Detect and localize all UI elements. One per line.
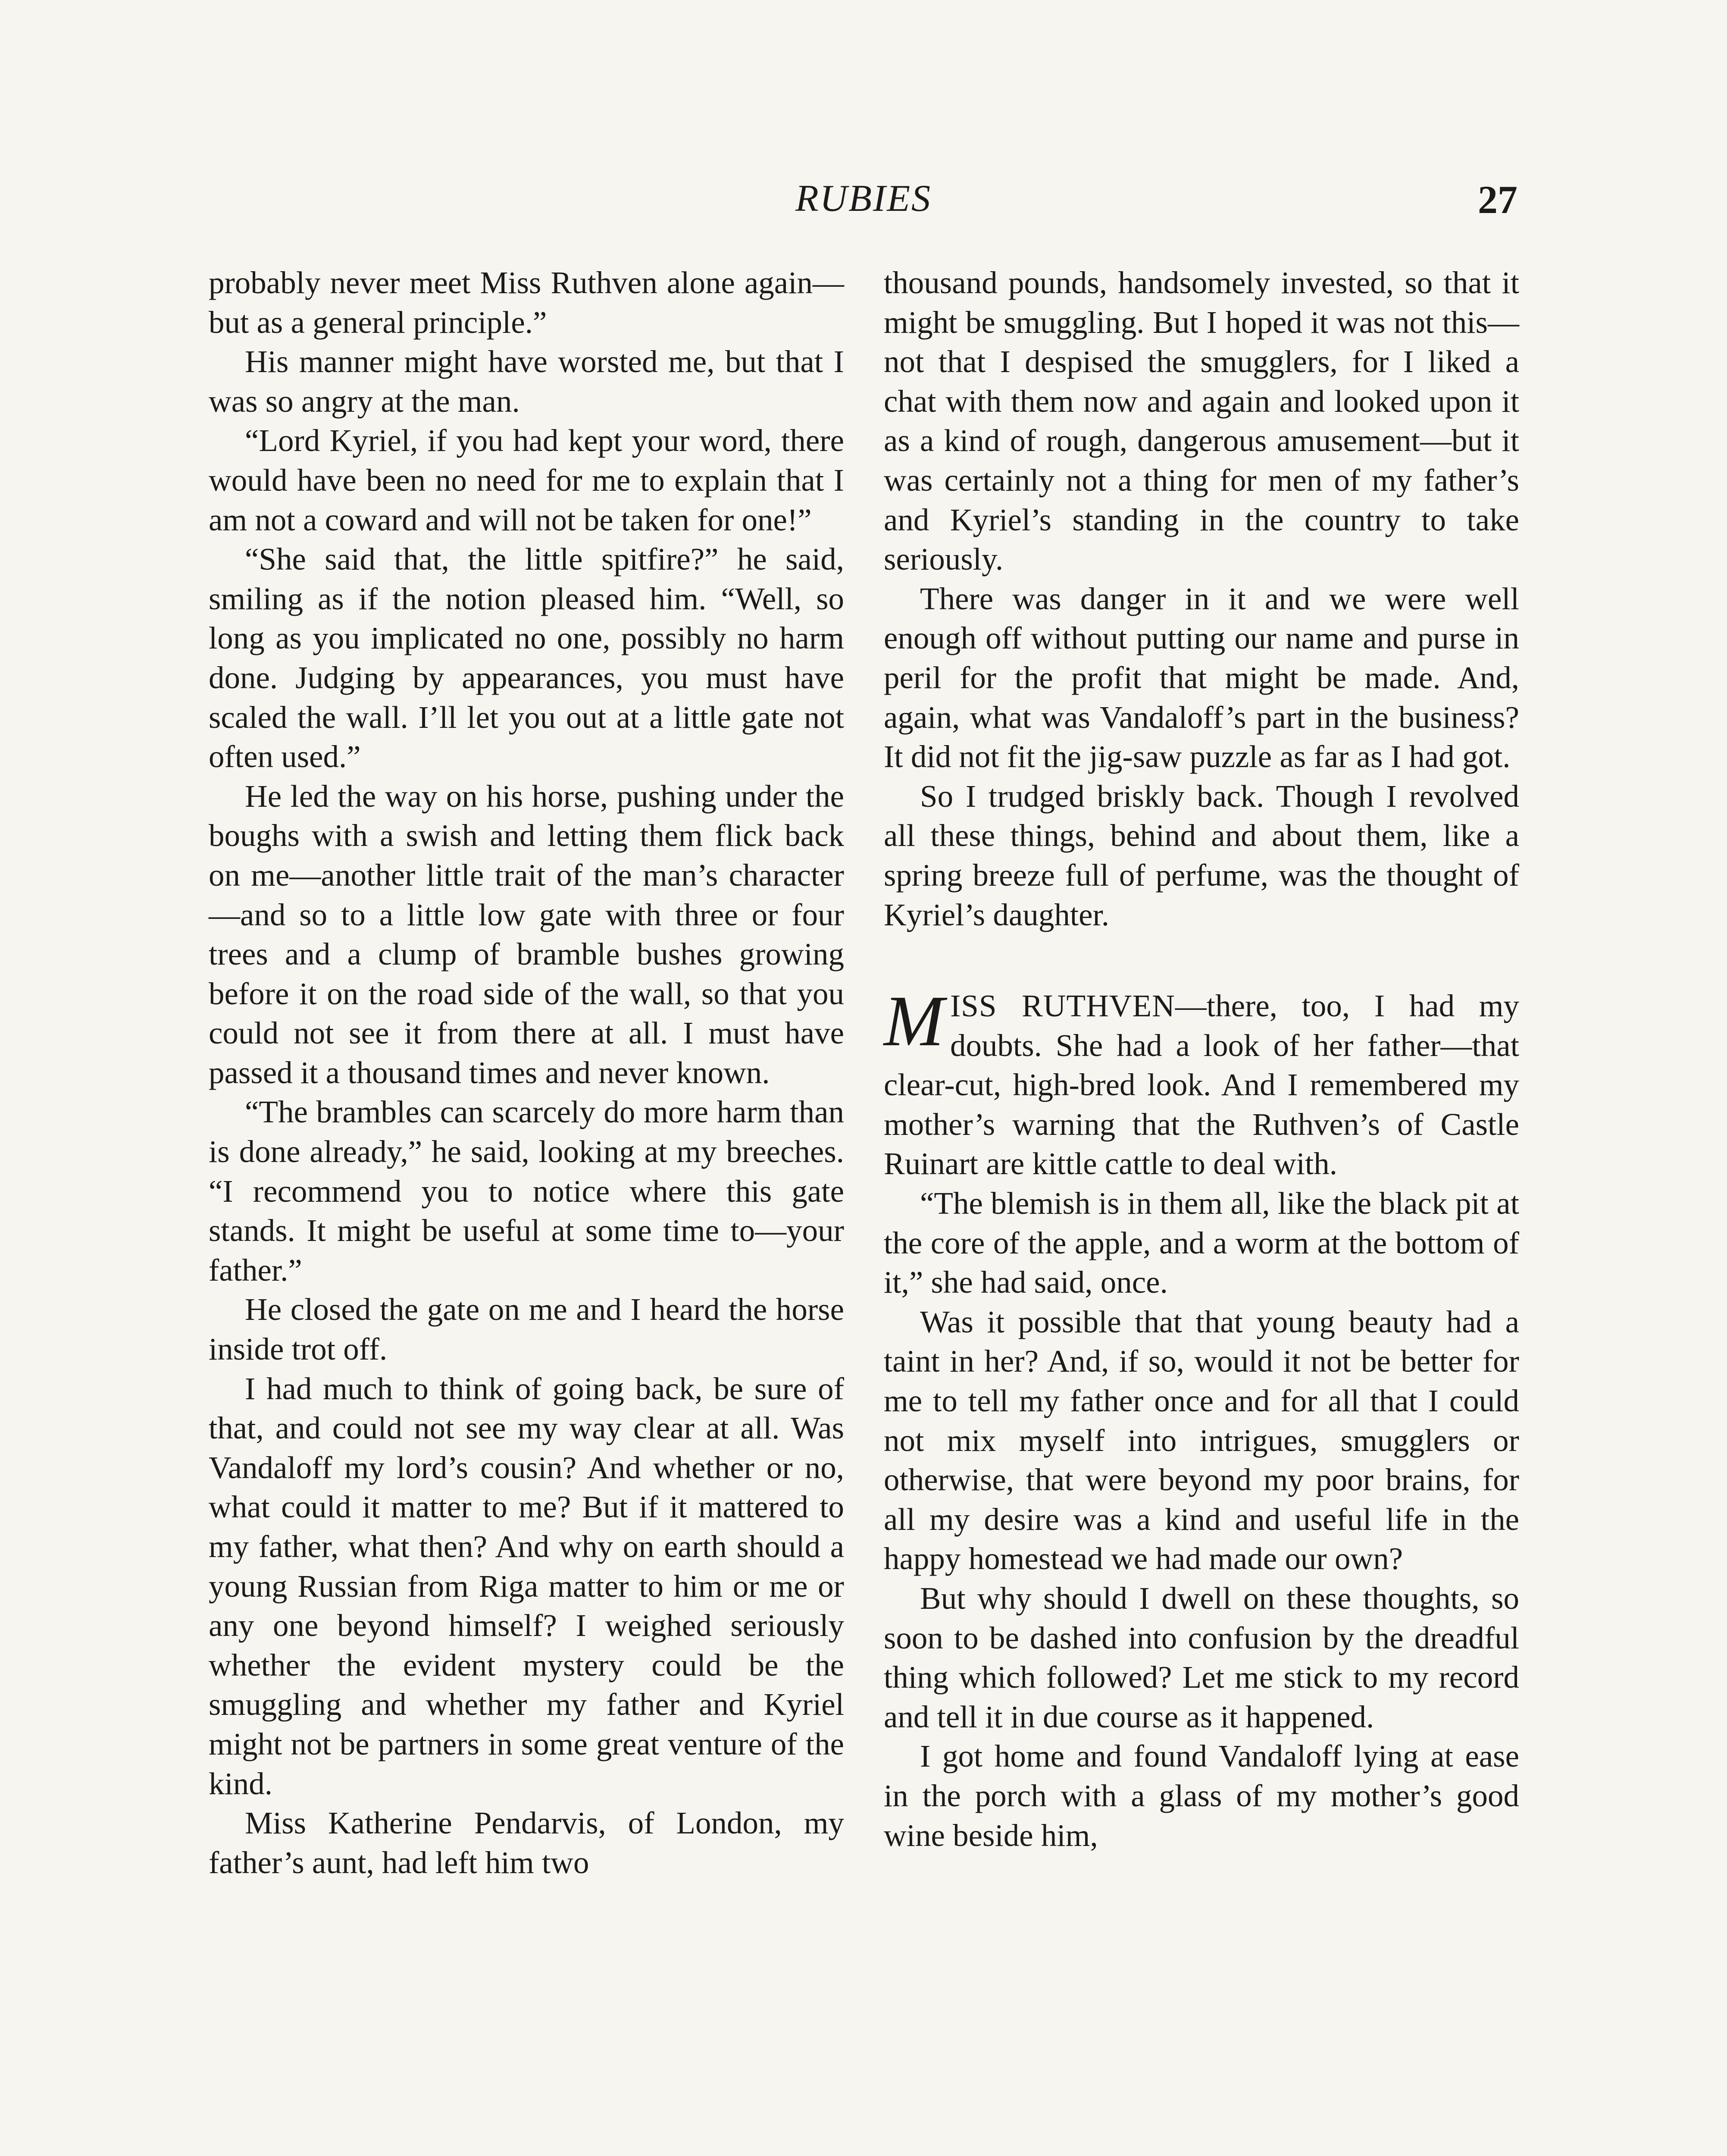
page-number: 27	[1478, 178, 1517, 222]
running-title: RUBIES	[795, 178, 932, 219]
paragraph: There was danger in it and we were well enough off without putting our name and purse in peril for the profit that might be made. And, again, what was Vandaloff’s part in the business? It did not fit the jig-saw puzzle as far as I had got.	[884, 581, 1519, 774]
paragraph: Miss Katherine Pendarvis, of London, my father’s aunt, had left him two	[209, 1805, 844, 1880]
paragraph: He led the way on his horse, pushing under the boughs with a swish and letting them flick back on me—another little trait of the man’s character—and so to a little low gate with three or four trees and a clump of bramble bushes growing before it on the road side of the wall, so that you could not see it from there at all. I must have passed it a thousand times and never known.	[209, 778, 844, 1090]
section-text: —there, too, I had my doubts. She had a look of her father—that clear-cut, high-bred look. And I remembered my mother’s warning that the Ruthven’s of Castle Ruinart are kittle cattle to deal with.	[884, 988, 1519, 1181]
paragraph: I had much to think of going back, be sure of that, and could not see my way clear at all. Was Vandaloff my lord’s cousin? And whether or no, what could it matter to me? But if it mattered to my father, what then? And why on earth should a young Russian from Riga matter to him or me or any one beyond himself? I weighed seriously whether the evident mystery could be the smuggling and whether my father and Kyriel might not be partners in some great venture of the kind.	[209, 1371, 844, 1801]
paragraph: probably never meet Miss Ruthven alone again—but as a general principle.”	[209, 265, 844, 340]
section-opening-paragraph	[884, 981, 1519, 1184]
paragraph: “The blemish is in them all, like the black pit at the core of the apple, and a worm at the bottom of it,” she had said, once.	[884, 1186, 1519, 1300]
left-column	[209, 263, 844, 2156]
paragraph: His manner might have worsted me, but that I was so angry at the man.	[209, 344, 844, 419]
lead-in-text: ISS RUTHVEN	[950, 988, 1175, 1024]
paragraph: I got home and found Vandaloff lying at ease in the porch with a glass of my mother’s good wine beside him,	[884, 1739, 1519, 1853]
page-header	[210, 177, 1517, 229]
paragraph: “She said that, the little spitfire?” he said, smiling as if the notion pleased him. “Well, so long as you implicated no one, possibly no harm done. Judging by appearances, you must have scaled the wall. I’ll let you out at a little gate not often used.”	[209, 542, 844, 774]
paragraph: Was it possible that that young beauty had a taint in her? And, if so, would it not be better for me to tell my father once and for all that I could not mix myself into intrigues, smugglers or otherwise, that were beyond my poor brains, for all my desire was a kind and useful life in the happy homestead we had made our own?	[884, 1304, 1519, 1576]
paragraph: He closed the gate on me and I heard the horse inside trot off.	[209, 1292, 844, 1367]
paragraph: But why should I dwell on these thoughts, so soon to be dashed into confusion by the dreadful thing which followed? Let me stick to my record and tell it in due course as it happened.	[884, 1581, 1519, 1734]
drop-cap: M	[884, 981, 944, 1062]
paragraph: thousand pounds, handsomely invested, so that it might be smuggling. But I hoped it was not this—not that I despised the smugglers, for I liked a chat with them now and again and looked upon it as a kind of rough, dangerous amusement—but it was certainly not a thing for men of my father’s and Kyriel’s standing in the country to take seriously.	[884, 265, 1519, 577]
paragraph: “The brambles can scarcely do more harm than is done already,” he said, looking at my breeches. “I recommend you to notice where this gate stands. It might be useful at some time to—your father.”	[209, 1094, 844, 1288]
paragraph: “Lord Kyriel, if you had kept your word, there would have been no need for me to explain that I am not a coward and will not be taken for one!”	[209, 423, 844, 537]
right-column	[884, 263, 1519, 2156]
paragraph: So I trudged briskly back. Though I revolved all these things, behind and about them, like a spring breeze full of perfume, was the thought of Kyriel’s daughter.	[884, 778, 1519, 932]
